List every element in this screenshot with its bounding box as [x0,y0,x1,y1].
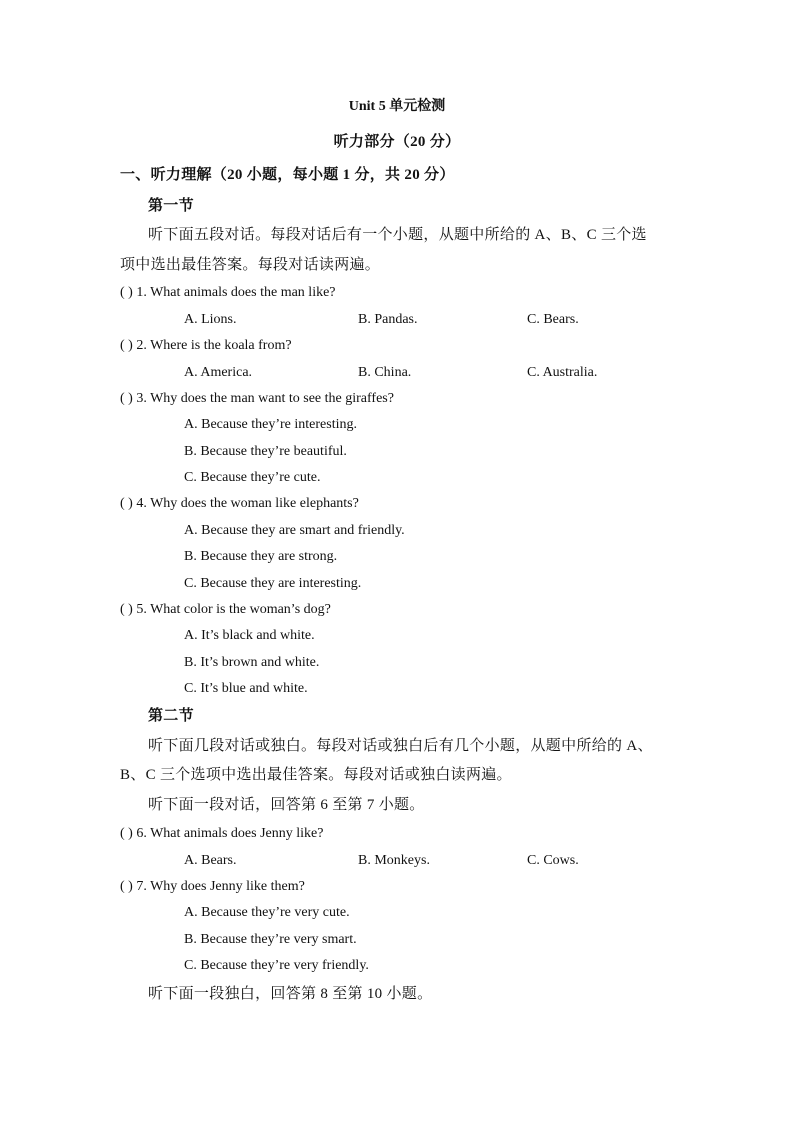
question-stem: ( ) 1. What animals does the man like? [120,285,336,300]
option-b: B. China. [358,365,412,380]
part-heading: 第一节 [148,198,194,214]
option-c: C. Because they are interesting. [184,576,362,591]
option-a: A. Lions. [184,312,237,327]
instruction-text: 听下面几段对话或独白。每段对话或独白后有几个小题，从题中所给的 A、 [148,738,653,754]
option-b: B. Because they’re very smart. [184,932,357,947]
option-a: A. Bears. [184,853,237,868]
instruction-text: 听下面五段对话。每段对话后有一个小题，从题中所给的 A、B、C 三个选 [148,227,647,243]
option-a: A. Because they are smart and friendly. [184,523,405,538]
option-c: C. Bears. [527,312,579,327]
option-b: B. Because they’re beautiful. [184,444,347,459]
option-c: C. Because they’re cute. [184,470,321,485]
instruction-text: 项中选出最佳答案。每段对话读两遍。 [120,257,381,273]
option-c: C. Australia. [527,365,598,380]
option-a: A. It’s black and white. [184,628,315,643]
section-heading: 一、听力理解（20 小题，每小题 1 分，共 20 分） [120,167,455,183]
question-stem: ( ) 3. Why does the man want to see the giraffes? [120,391,394,406]
option-c: C. It’s blue and white. [184,681,308,696]
instruction-text: B、C 三个选项中选出最佳答案。每段对话或独白读两遍。 [120,767,512,783]
page-title: Unit 5 单元检测 [348,99,446,114]
option-b: B. Because they are strong. [184,549,338,564]
monologue-instruction: 听下面一段独白，回答第 8 至第 10 小题。 [148,986,433,1002]
question-stem: ( ) 5. What color is the woman’s dog? [120,602,331,617]
question-stem: ( ) 6. What animals does Jenny like? [120,826,324,841]
question-stem: ( ) 4. Why does the woman like elephants? [120,496,359,511]
option-b: B. Pandas. [358,312,418,327]
option-b: B. Monkeys. [358,853,430,868]
option-c: C. Cows. [527,853,579,868]
question-stem: ( ) 7. Why does Jenny like them? [120,879,305,894]
option-a: A. America. [184,365,253,380]
option-b: B. It’s brown and white. [184,655,320,670]
part-heading: 第二节 [148,708,194,724]
dialogue-instruction: 听下面一段对话，回答第 6 至第 7 小题。 [148,797,425,813]
option-a: A. Because they’re very cute. [184,905,350,920]
page-subtitle: 听力部分（20 分） [333,134,461,150]
question-stem: ( ) 2. Where is the koala from? [120,338,292,353]
option-c: C. Because they’re very friendly. [184,958,369,973]
option-a: A. Because they’re interesting. [184,417,357,432]
